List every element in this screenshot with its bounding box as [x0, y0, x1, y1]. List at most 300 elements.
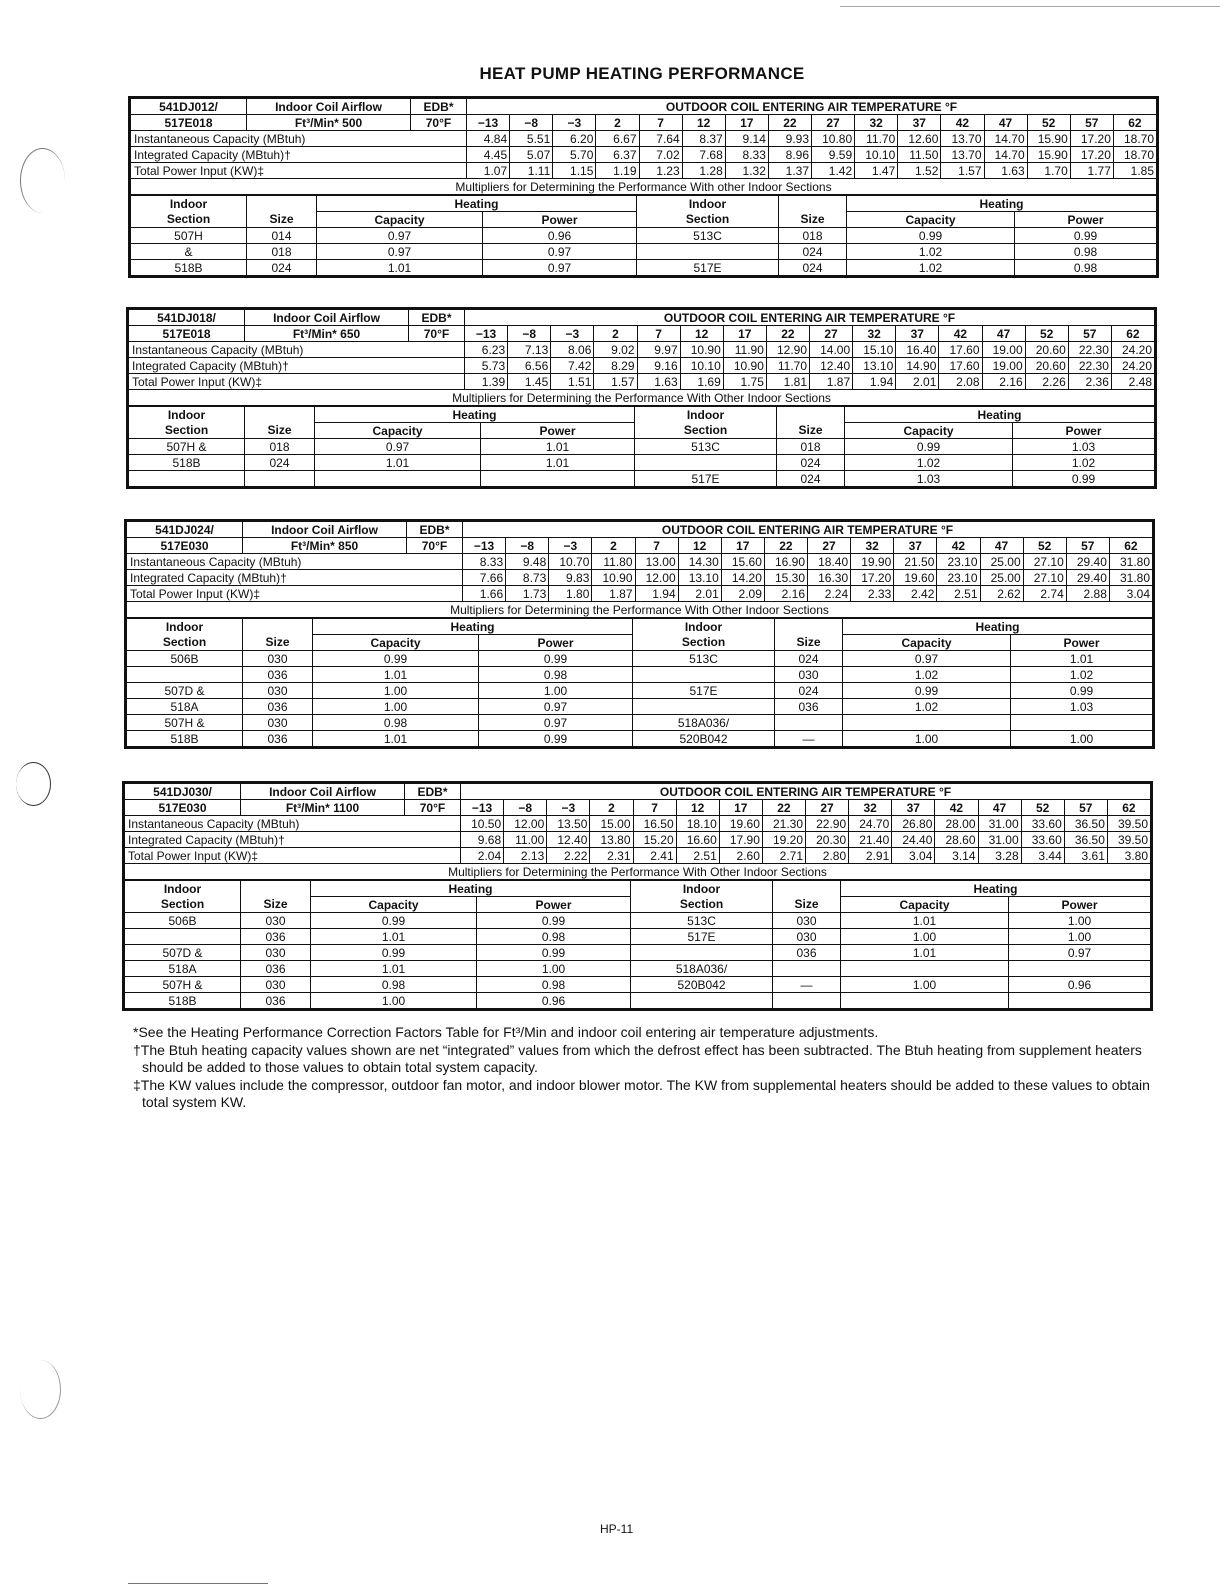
indoor-header: Indoor [129, 407, 245, 423]
table-cell: 21.50 [894, 554, 937, 570]
heating-header: Heating [845, 407, 1155, 423]
table-cell: 1.66 [463, 586, 506, 602]
footnote-integrated: †The Btuh heating capacity values shown are net “integrated” values from which the defrost effect has been subtracted. The Btuh heating from supplement heaters should be added to those values to obtain total system capacity. [133, 1042, 1142, 1075]
multiplier-cell [635, 455, 777, 471]
table-cell: 8.06 [551, 342, 594, 358]
multiplier-cell: 513C [631, 913, 773, 929]
temp-header: 17 [721, 538, 764, 554]
row-label: Total Power Input (KW)‡ [131, 163, 467, 179]
table-cell: 2.80 [806, 848, 849, 864]
multiplier-cell: 518B [131, 260, 247, 276]
multiplier-cell: 0.97 [1009, 945, 1151, 961]
multiplier-cell: 0.98 [1015, 244, 1157, 260]
table-cell: 9.97 [637, 342, 680, 358]
table-cell: 7.68 [682, 147, 725, 163]
table-cell: 10.10 [680, 358, 723, 374]
multiplier-cell: 1.00 [1009, 913, 1151, 929]
multiplier-cell: 0.98 [313, 715, 479, 731]
temp-header: 17 [723, 326, 766, 342]
multiplier-title: Multipliers for Determining the Performance With Other Indoor Sections [129, 390, 1155, 406]
table-cell: 13.50 [547, 816, 590, 832]
table-cell: 19.60 [719, 816, 762, 832]
temp-header: 17 [719, 800, 762, 816]
row-label: Instantaneous Capacity (MBtuh) [125, 816, 461, 832]
model-number: 541DJ024/ [127, 522, 243, 538]
heating-header: Heating [847, 196, 1157, 212]
table-cell: 12.00 [635, 570, 678, 586]
capacity-header: Capacity [313, 635, 479, 651]
table-cell: 1.15 [553, 163, 596, 179]
table-cell: 27.10 [1023, 570, 1066, 586]
performance-data [128, 309, 1155, 406]
multiplier-cell: 518A [125, 961, 241, 977]
power-header: Power [1011, 635, 1153, 651]
table-cell: 6.23 [465, 342, 508, 358]
multiplier-cell: 0.97 [843, 651, 1011, 667]
page-title: HEAT PUMP HEATING PERFORMANCE [479, 64, 805, 83]
table-cell: 19.00 [982, 358, 1025, 374]
table-cell: 15.90 [1027, 147, 1070, 163]
edb-label: EDB* [405, 784, 461, 800]
table-cell: 2.60 [719, 848, 762, 864]
table-cell: 17.20 [851, 570, 894, 586]
table-cell: 1.87 [592, 586, 635, 602]
indoor-model: 517E030 [127, 538, 243, 554]
scan-top-rule [840, 6, 1220, 7]
multiplier-table [130, 195, 1157, 276]
temp-header: 2 [592, 538, 635, 554]
footnotes [133, 1024, 1151, 1112]
table-cell: 26.80 [892, 816, 935, 832]
temp-header: 32 [855, 115, 898, 131]
multiplier-title: Multipliers for Determining the Performance With Other Indoor Sections [127, 602, 1153, 618]
capacity-header: Capacity [311, 897, 477, 913]
section-header: Section [637, 212, 779, 228]
heating-header: Heating [843, 619, 1153, 635]
table-cell: 11.90 [723, 342, 766, 358]
temp-header: 7 [635, 538, 678, 554]
size-header: Size [779, 212, 847, 228]
table-cell: 12.90 [766, 342, 809, 358]
table-cell: 18.70 [1113, 147, 1156, 163]
table-cell: 10.50 [461, 816, 504, 832]
table-cell: 2.42 [894, 586, 937, 602]
section-header: Section [129, 423, 245, 439]
airflow-label: Indoor Coil Airflow [247, 99, 411, 115]
table-cell: 2.91 [849, 848, 892, 864]
table-cell: 1.80 [549, 586, 592, 602]
multiplier-cell [841, 993, 1009, 1009]
table-cell: 1.47 [855, 163, 898, 179]
table-cell: 9.48 [506, 554, 549, 570]
multiplier-cell: — [773, 977, 841, 993]
size-header: Size [241, 897, 311, 913]
multiplier-cell: 507D & [127, 683, 243, 699]
multiplier-cell: 0.99 [1011, 683, 1153, 699]
table-cell: 10.90 [680, 342, 723, 358]
table-cell: 3.04 [1109, 586, 1152, 602]
table-cell: 3.04 [892, 848, 935, 864]
multiplier-cell: 517E [637, 260, 779, 276]
multiplier-cell: 036 [243, 699, 313, 715]
capacity-header: Capacity [843, 635, 1011, 651]
table-cell: 29.40 [1066, 554, 1109, 570]
capacity-header: Capacity [841, 897, 1009, 913]
temp-header: 37 [894, 538, 937, 554]
row-label: Instantaneous Capacity (MBtuh) [129, 342, 465, 358]
table-cell: 1.77 [1070, 163, 1113, 179]
table-cell: 1.94 [853, 374, 896, 390]
multiplier-cell: 517E [633, 683, 775, 699]
table-cell: 22.30 [1068, 358, 1111, 374]
table-cell: 20.60 [1025, 358, 1068, 374]
multiplier-cell: 1.01 [481, 439, 635, 455]
table-cell: 1.87 [810, 374, 853, 390]
airflow-label: Indoor Coil Airflow [243, 522, 407, 538]
multiplier-cell: 0.98 [477, 977, 631, 993]
temp-header: −13 [467, 115, 510, 131]
table-cell: 29.40 [1066, 570, 1109, 586]
temp-header: 27 [812, 115, 855, 131]
temp-header: −3 [553, 115, 596, 131]
temp-header: −8 [504, 800, 547, 816]
table-cell: 7.64 [639, 131, 682, 147]
table-cell: 15.60 [721, 554, 764, 570]
table-cell: 2.41 [633, 848, 676, 864]
table-cell: 2.13 [504, 848, 547, 864]
multiplier-cell: 024 [777, 455, 845, 471]
table-cell: 24.70 [849, 816, 892, 832]
temp-header: −3 [549, 538, 592, 554]
table-cell: 1.73 [506, 586, 549, 602]
table-cell: 9.68 [461, 832, 504, 848]
multiplier-cell: 1.03 [1011, 699, 1153, 715]
multiplier-cell: 030 [243, 683, 313, 699]
multiplier-cell: 0.99 [845, 439, 1013, 455]
multiplier-cell [127, 667, 243, 683]
table-cell: 1.42 [812, 163, 855, 179]
outdoor-temp-header: OUTDOOR COIL ENTERING AIR TEMPERATURE °F [467, 99, 1157, 115]
table-cell: 1.69 [680, 374, 723, 390]
table-cell: 12.60 [898, 131, 941, 147]
table-cell: 2.09 [721, 586, 764, 602]
table-cell: 15.00 [590, 816, 633, 832]
multiplier-cell: 513C [635, 439, 777, 455]
multiplier-cell: 1.02 [847, 244, 1015, 260]
temp-header: 12 [682, 115, 725, 131]
multiplier-cell: 1.00 [313, 699, 479, 715]
temp-header: 42 [937, 538, 980, 554]
multiplier-cell: 518B [129, 455, 245, 471]
multiplier-cell: 024 [245, 455, 315, 471]
performance-table-1 [128, 96, 1159, 278]
multiplier-cell: 030 [773, 913, 841, 929]
multiplier-cell: 030 [241, 945, 311, 961]
table-cell: 12.40 [810, 358, 853, 374]
multiplier-title: Multipliers for Determining the Performance With Other Indoor Sections [125, 864, 1151, 880]
multiplier-cell: 018 [245, 439, 315, 455]
table-cell: 1.57 [594, 374, 637, 390]
multiplier-cell: 018 [779, 228, 847, 244]
multiplier-cell: 1.00 [1011, 731, 1153, 747]
multiplier-cell: 1.00 [313, 683, 479, 699]
multiplier-cell: 0.99 [847, 228, 1015, 244]
multiplier-cell: 1.00 [843, 731, 1011, 747]
multiplier-cell: 014 [247, 228, 317, 244]
multiplier-cell: 030 [241, 913, 311, 929]
temp-header: 7 [637, 326, 680, 342]
table-cell: 7.66 [463, 570, 506, 586]
table-cell: 18.10 [676, 816, 719, 832]
temp-header: 57 [1064, 800, 1107, 816]
temp-header: 7 [639, 115, 682, 131]
table-cell: 17.20 [1070, 147, 1113, 163]
size-header: Size [245, 423, 315, 439]
model-number: 541DJ012/ [131, 99, 247, 115]
table-cell: 2.16 [982, 374, 1025, 390]
table-cell: 2.01 [896, 374, 939, 390]
multiplier-cell [775, 715, 843, 731]
table-cell: 28.00 [935, 816, 978, 832]
table-cell: 2.26 [1025, 374, 1068, 390]
multiplier-cell [631, 993, 773, 1009]
performance-table-3 [124, 519, 1155, 749]
multiplier-cell: 0.96 [1009, 977, 1151, 993]
table-cell: 14.00 [810, 342, 853, 358]
table-cell: 2.22 [547, 848, 590, 864]
power-header: Power [1009, 897, 1151, 913]
table-cell: 19.00 [982, 342, 1025, 358]
heating-header: Heating [841, 881, 1151, 897]
table-cell: 9.14 [725, 131, 768, 147]
table-cell: 1.81 [766, 374, 809, 390]
multiplier-cell [1009, 961, 1151, 977]
capacity-header: Capacity [315, 423, 481, 439]
section-header: Section [127, 635, 243, 651]
table-cell: 25.00 [980, 554, 1023, 570]
table-cell: 19.90 [851, 554, 894, 570]
table-cell: 15.90 [1027, 131, 1070, 147]
multiplier-cell: 517E [631, 929, 773, 945]
temp-header: −8 [506, 538, 549, 554]
temp-header: 22 [766, 326, 809, 342]
multiplier-cell: 036 [243, 667, 313, 683]
temp-header: 62 [1109, 538, 1152, 554]
temp-header: 22 [764, 538, 807, 554]
multiplier-cell: 1.01 [311, 961, 477, 977]
multiplier-cell: 0.97 [315, 439, 481, 455]
heating-header: Heating [311, 881, 631, 897]
table-cell: 9.93 [768, 131, 811, 147]
table-cell: 14.70 [984, 147, 1027, 163]
table-cell: 10.90 [592, 570, 635, 586]
table-cell: 23.10 [937, 554, 980, 570]
table-cell: 13.10 [853, 358, 896, 374]
table-cell: 14.90 [896, 358, 939, 374]
multiplier-cell: 0.99 [311, 945, 477, 961]
indoor-model: 517E018 [131, 115, 247, 131]
multiplier-cell: 1.01 [317, 260, 483, 276]
table-cell: 2.31 [590, 848, 633, 864]
section-header: Section [631, 897, 773, 913]
footnote-kw: ‡The KW values include the compressor, outdoor fan motor, and indoor blower motor. The KW from supplemental heaters should be added to these values to obtain total system KW. [133, 1077, 1150, 1110]
table-cell: 2.74 [1023, 586, 1066, 602]
table-cell: 1.37 [768, 163, 811, 179]
table-cell: 3.44 [1021, 848, 1064, 864]
table-cell: 2.51 [676, 848, 719, 864]
multiplier-cell: 030 [243, 651, 313, 667]
multiplier-cell: 0.99 [477, 913, 631, 929]
multiplier-cell: 507D & [125, 945, 241, 961]
multiplier-cell: 518A036/ [633, 715, 775, 731]
performance-table-4 [122, 781, 1153, 1011]
edb-label: EDB* [407, 522, 463, 538]
multiplier-cell: 0.97 [479, 699, 633, 715]
table-cell: 8.73 [506, 570, 549, 586]
table-cell: 2.51 [937, 586, 980, 602]
temp-header: −13 [465, 326, 508, 342]
table-cell: 9.16 [637, 358, 680, 374]
performance-data [130, 98, 1157, 195]
table-cell: 6.67 [596, 131, 639, 147]
table-cell: 18.70 [1113, 131, 1156, 147]
temp-header: 12 [678, 538, 721, 554]
table-cell: 5.07 [510, 147, 553, 163]
temp-header: 32 [853, 326, 896, 342]
capacity-header: Capacity [317, 212, 483, 228]
multiplier-cell: 0.98 [479, 667, 633, 683]
multiplier-cell [1009, 993, 1151, 1009]
multiplier-cell: 507H [131, 228, 247, 244]
table-cell: 31.00 [978, 832, 1021, 848]
binder-hole-mark [20, 148, 65, 213]
table-cell: 20.30 [806, 832, 849, 848]
multiplier-cell: 520B042 [631, 977, 773, 993]
table-cell: 24.20 [1111, 358, 1154, 374]
section-header: Section [633, 635, 775, 651]
indoor-header: Indoor [131, 196, 247, 212]
temp-header: −8 [508, 326, 551, 342]
temp-header: 7 [633, 800, 676, 816]
indoor-header: Indoor [635, 407, 777, 423]
table-cell: 39.50 [1107, 832, 1150, 848]
multiplier-cell: 024 [775, 651, 843, 667]
table-cell: 6.56 [508, 358, 551, 374]
table-cell: 13.00 [635, 554, 678, 570]
row-label: Integrated Capacity (MBtuh)† [125, 832, 461, 848]
table-cell: 31.80 [1109, 570, 1152, 586]
multiplier-cell: 0.99 [477, 945, 631, 961]
row-label: Integrated Capacity (MBtuh)† [129, 358, 465, 374]
multiplier-cell: 507H & [129, 439, 245, 455]
table-cell: 22.30 [1068, 342, 1111, 358]
capacity-header: Capacity [847, 212, 1015, 228]
table-cell: 14.30 [678, 554, 721, 570]
table-cell: 19.20 [762, 832, 805, 848]
table-cell: 33.60 [1021, 832, 1064, 848]
table-cell: 14.70 [984, 131, 1027, 147]
table-cell: 3.61 [1064, 848, 1107, 864]
temp-header: 47 [980, 538, 1023, 554]
airflow-label: Indoor Coil Airflow [241, 784, 405, 800]
temp-header: 57 [1068, 326, 1111, 342]
indoor-header: Indoor [631, 881, 773, 897]
table-cell: 2.24 [808, 586, 851, 602]
table-cell: 2.16 [764, 586, 807, 602]
table-cell: 36.50 [1064, 816, 1107, 832]
temp-header: 27 [806, 800, 849, 816]
heating-header: Heating [317, 196, 637, 212]
size-header: Size [243, 635, 313, 651]
multiplier-cell: 0.97 [479, 715, 633, 731]
table-cell: 8.29 [594, 358, 637, 374]
multiplier-cell: 0.97 [317, 228, 483, 244]
table-cell: 24.40 [892, 832, 935, 848]
table-cell: 3.28 [978, 848, 1021, 864]
table-cell: 1.28 [682, 163, 725, 179]
multiplier-cell [633, 699, 775, 715]
table-cell: 2.08 [939, 374, 982, 390]
table-cell: 5.70 [553, 147, 596, 163]
heating-header: Heating [315, 407, 635, 423]
table-cell: 13.70 [941, 131, 984, 147]
multiplier-cell: 1.00 [841, 977, 1009, 993]
temp-header: 42 [941, 115, 984, 131]
multiplier-table [124, 880, 1151, 1009]
temp-header: 57 [1070, 115, 1113, 131]
edb-value: 70°F [409, 326, 465, 342]
table-cell: 11.70 [766, 358, 809, 374]
multiplier-cell: 0.97 [483, 244, 637, 260]
table-cell: 27.10 [1023, 554, 1066, 570]
table-cell: 33.60 [1021, 816, 1064, 832]
temp-header: 52 [1027, 115, 1070, 131]
table-cell: 8.33 [463, 554, 506, 570]
multiplier-cell: 024 [779, 260, 847, 276]
multiplier-cell: 1.00 [841, 929, 1009, 945]
model-number: 541DJ018/ [129, 310, 245, 326]
multiplier-cell: 518B [127, 731, 243, 747]
table-cell: 21.40 [849, 832, 892, 848]
multiplier-cell [637, 244, 779, 260]
table-cell: 1.45 [508, 374, 551, 390]
outdoor-temp-header: OUTDOOR COIL ENTERING AIR TEMPERATURE °F [463, 522, 1153, 538]
multiplier-cell: 024 [247, 260, 317, 276]
power-header: Power [483, 212, 637, 228]
multiplier-cell: 1.01 [841, 945, 1009, 961]
edb-value: 70°F [405, 800, 461, 816]
multiplier-cell: 0.97 [483, 260, 637, 276]
table-cell: 2.01 [678, 586, 721, 602]
table-cell: 1.19 [596, 163, 639, 179]
size-header: Size [247, 212, 317, 228]
table-cell: 1.63 [984, 163, 1027, 179]
binder-hole-mark [20, 1360, 61, 1419]
multiplier-cell: 0.97 [317, 244, 483, 260]
table-cell: 10.80 [812, 131, 855, 147]
row-label: Integrated Capacity (MBtuh)† [131, 147, 467, 163]
multiplier-cell: 518B [125, 993, 241, 1009]
temp-header: 2 [594, 326, 637, 342]
multiplier-cell: 1.02 [845, 455, 1013, 471]
temp-header: 27 [810, 326, 853, 342]
table-cell: 18.40 [808, 554, 851, 570]
table-cell: 10.70 [549, 554, 592, 570]
multiplier-cell [631, 945, 773, 961]
table-cell: 10.90 [723, 358, 766, 374]
table-cell: 1.94 [635, 586, 678, 602]
section-header: Section [125, 897, 241, 913]
